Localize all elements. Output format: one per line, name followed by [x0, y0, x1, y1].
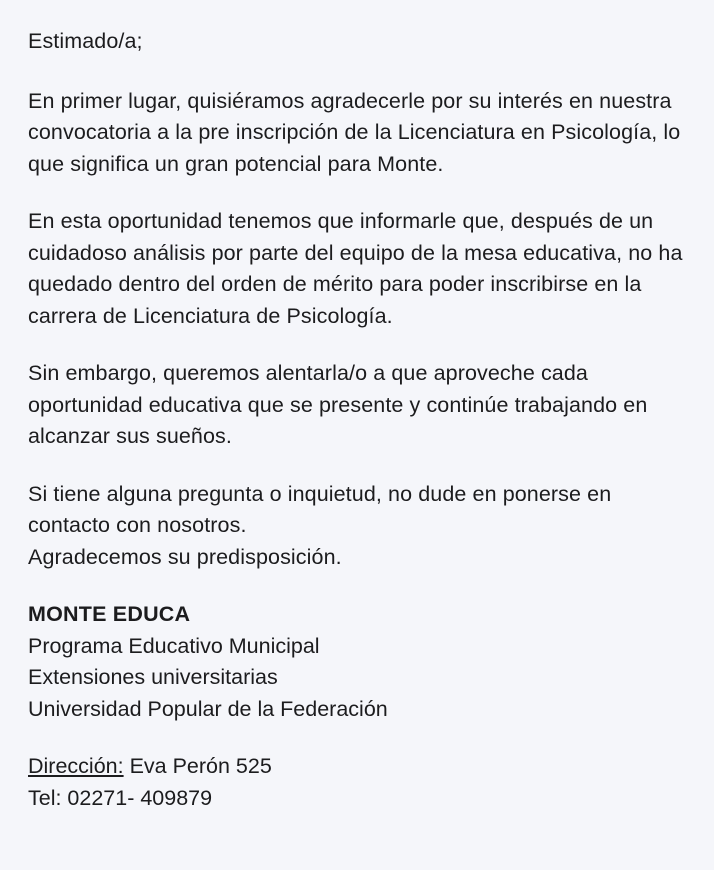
closing-line-2: Agradecemos su predisposición. — [28, 544, 342, 569]
letter-paragraph-2: En esta oportunidad tenemos que informarle que, después de un cuidadoso análisis por parte del equipo de la mesa educativa, no ha quedado dentro del orden de mérito para poder inscribirse en la carrera de Licenciatura de Psicología. — [28, 209, 683, 328]
letter-paragraph-3: Sin embargo, queremos alentarla/o a que aproveche cada oportunidad educativa que se presente y continúe trabajando en alcanzar sus sueños. — [28, 361, 648, 448]
signature-organization: MONTE EDUCA — [28, 602, 191, 626]
letter-closing — [28, 479, 686, 574]
contact-address — [28, 751, 686, 783]
address-label: Dirección: — [28, 754, 124, 778]
letter-greeting: Estimado/a; — [28, 29, 143, 53]
signature-line-2: Extensiones universitarias — [28, 665, 278, 689]
letter-paragraph-1: En primer lugar, quisiéramos agradecerle por su interés en nuestra convocatoria a la pre inscripción de la Licenciatura en Psicología, lo que significa un gran potencial para Monte. — [28, 88, 681, 176]
contact-phone: Tel: 02271- 409879 — [28, 785, 213, 810]
address-value: Eva Perón 525 — [123, 754, 272, 778]
letter-signature — [28, 599, 686, 725]
letter-contact — [28, 751, 686, 814]
signature-line-3: Universidad Popular de la Federación — [28, 696, 388, 721]
closing-line-1: Si tiene alguna pregunta o inquietud, no dude en ponerse en contacto con nosotros. — [28, 481, 612, 537]
signature-line-1: Programa Educativo Municipal — [28, 633, 320, 658]
